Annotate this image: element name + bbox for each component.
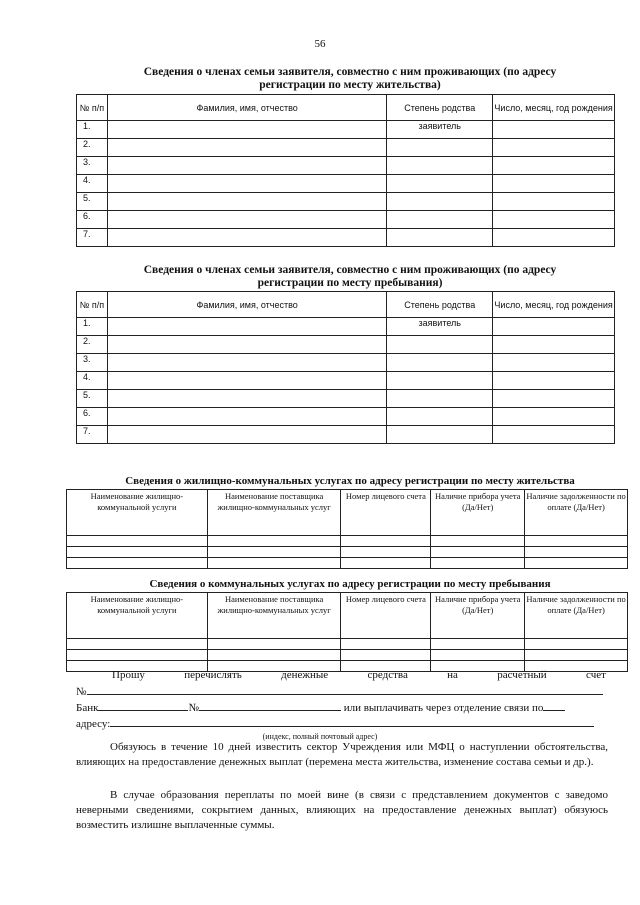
row-num: 3. bbox=[77, 354, 108, 372]
table-row bbox=[77, 193, 615, 211]
table-row bbox=[77, 408, 615, 426]
table-row bbox=[67, 639, 628, 650]
bank-name-field[interactable] bbox=[98, 700, 188, 711]
dob-cell[interactable] bbox=[493, 408, 615, 426]
post-office-label: или выплачивать через отделение связи по bbox=[343, 702, 544, 714]
request-word: счет bbox=[586, 669, 606, 681]
account-num-label: № bbox=[76, 686, 87, 698]
header-num: № п/п bbox=[77, 292, 108, 318]
row-num: 6. bbox=[77, 408, 108, 426]
table-row bbox=[77, 211, 615, 229]
section2-title-line2: регистрации по месту пребывания) bbox=[257, 277, 443, 289]
header-provider: Наименование поставщика жилищно-коммунальных услуг bbox=[207, 593, 341, 639]
page-number: 56 bbox=[314, 38, 326, 50]
header-num: № п/п bbox=[77, 95, 108, 121]
section2-title bbox=[60, 264, 640, 290]
request-line bbox=[112, 668, 606, 683]
section3-title: Сведения о жилищно-коммунальных услугах по адресу регистрации по месту жительства bbox=[125, 475, 575, 487]
utilities-table-residence bbox=[66, 489, 628, 569]
utilities-table-stay bbox=[66, 592, 628, 672]
post-office-field[interactable] bbox=[543, 700, 565, 711]
bank-line bbox=[76, 700, 616, 716]
family-table-stay bbox=[76, 291, 615, 444]
header-provider: Наименование поставщика жилищно-коммунальных услуг bbox=[207, 490, 341, 536]
dob-cell[interactable] bbox=[493, 121, 615, 139]
row-num: 4. bbox=[77, 372, 108, 390]
request-word: перечислять bbox=[184, 669, 242, 681]
table-row bbox=[77, 426, 615, 444]
section1-title-line1: Сведения о членах семьи заявителя, совместно с ним проживающих (по адресу bbox=[143, 66, 557, 78]
dob-cell[interactable] bbox=[493, 193, 615, 211]
row-num: 1. bbox=[77, 121, 108, 139]
family-table-residence bbox=[76, 94, 615, 247]
table-row bbox=[67, 547, 628, 558]
relation-cell[interactable] bbox=[387, 336, 493, 354]
bank-number-field[interactable] bbox=[199, 700, 341, 711]
name-cell[interactable] bbox=[107, 157, 386, 175]
dob-cell[interactable] bbox=[493, 211, 615, 229]
section2-title-line1: Сведения о членах семьи заявителя, совместно с ним проживающих (по адресу bbox=[143, 264, 557, 276]
relation-cell[interactable]: заявитель bbox=[387, 318, 493, 336]
name-cell[interactable] bbox=[107, 354, 386, 372]
dob-cell[interactable] bbox=[493, 372, 615, 390]
row-num: 3. bbox=[77, 157, 108, 175]
table-row bbox=[77, 139, 615, 157]
table-row bbox=[77, 157, 615, 175]
row-num: 7. bbox=[77, 229, 108, 247]
table-row bbox=[77, 318, 615, 336]
header-dob: Число, месяц, год рождения bbox=[493, 292, 615, 318]
address-hint: (индекс, полный почтовый адрес) bbox=[262, 732, 378, 741]
name-cell[interactable] bbox=[107, 390, 386, 408]
name-cell[interactable] bbox=[107, 229, 386, 247]
account-line bbox=[76, 684, 606, 700]
header-name: Фамилия, имя, отчество bbox=[107, 292, 386, 318]
section4-title: Сведения о коммунальных услугах по адресу регистрации по месту пребывания bbox=[149, 578, 551, 590]
dob-cell[interactable] bbox=[493, 426, 615, 444]
name-cell[interactable] bbox=[107, 336, 386, 354]
name-cell[interactable] bbox=[107, 408, 386, 426]
table-row bbox=[77, 390, 615, 408]
address-field[interactable] bbox=[110, 716, 594, 727]
dob-cell[interactable] bbox=[493, 318, 615, 336]
dob-cell[interactable] bbox=[493, 139, 615, 157]
section1-title-line2: регистрации по месту жительства) bbox=[259, 79, 441, 91]
header-account: Номер лицевого счета bbox=[341, 490, 431, 536]
relation-cell[interactable] bbox=[387, 211, 493, 229]
header-debt: Наличие задолженности по оплате (Да/Нет) bbox=[525, 490, 628, 536]
relation-cell[interactable] bbox=[387, 229, 493, 247]
relation-cell[interactable] bbox=[387, 408, 493, 426]
relation-cell[interactable] bbox=[387, 175, 493, 193]
relation-cell[interactable] bbox=[387, 426, 493, 444]
header-service: Наименование жилищно-коммунальной услуги bbox=[67, 490, 208, 536]
row-num: 2. bbox=[77, 336, 108, 354]
relation-cell[interactable] bbox=[387, 139, 493, 157]
relation-cell[interactable] bbox=[387, 372, 493, 390]
request-word: средства bbox=[367, 669, 408, 681]
header-meter: Наличие прибора учета (Да/Нет) bbox=[431, 490, 525, 536]
header-relation: Степень родства bbox=[387, 292, 493, 318]
request-word: Прошу bbox=[112, 669, 145, 681]
dob-cell[interactable] bbox=[493, 336, 615, 354]
bank-label: Банк bbox=[76, 702, 99, 714]
dob-cell[interactable] bbox=[493, 175, 615, 193]
table-row bbox=[77, 336, 615, 354]
row-num: 1. bbox=[77, 318, 108, 336]
table-row bbox=[67, 650, 628, 661]
request-word: на bbox=[447, 669, 458, 681]
name-cell[interactable] bbox=[107, 175, 386, 193]
name-cell[interactable] bbox=[107, 211, 386, 229]
header-dob: Число, месяц, год рождения bbox=[493, 95, 615, 121]
dob-cell[interactable] bbox=[493, 229, 615, 247]
obligation-paragraph: Обязуюсь в течение 10 дней известить сектор Учреждения или МФЦ о наступлении обстоятельства, влияющих на предоставление денежных выплат (перемена места жительства, изменение состава семьи и др.). bbox=[76, 741, 608, 768]
table-row bbox=[77, 229, 615, 247]
header-service: Наименование жилищно-коммунальной услуги bbox=[67, 593, 208, 639]
overpayment-paragraph: В случае образования переплаты по моей вине (в связи с представлением документов с заведомо неверными сведениями, сокрытием данных, влияющих на предоставление денежных выплат) обязуюсь возместить излишне выплаченные суммы. bbox=[76, 789, 608, 831]
table-row bbox=[67, 536, 628, 547]
table-row bbox=[77, 372, 615, 390]
table-row bbox=[77, 175, 615, 193]
row-num: 5. bbox=[77, 193, 108, 211]
row-num: 7. bbox=[77, 426, 108, 444]
row-num: 5. bbox=[77, 390, 108, 408]
relation-cell[interactable]: заявитель bbox=[387, 121, 493, 139]
row-num: 6. bbox=[77, 211, 108, 229]
table-row bbox=[77, 354, 615, 372]
name-cell[interactable] bbox=[107, 139, 386, 157]
row-num: 4. bbox=[77, 175, 108, 193]
bank-num-label: № bbox=[188, 702, 199, 714]
header-debt: Наличие задолженности по оплате (Да/Нет) bbox=[525, 593, 628, 639]
request-word: денежные bbox=[281, 669, 329, 681]
name-cell[interactable] bbox=[107, 372, 386, 390]
address-label: адресу: bbox=[76, 718, 111, 730]
name-cell[interactable] bbox=[107, 318, 386, 336]
row-num: 2. bbox=[77, 139, 108, 157]
table-row bbox=[67, 558, 628, 569]
header-account: Номер лицевого счета bbox=[341, 593, 431, 639]
table-row bbox=[77, 121, 615, 139]
name-cell[interactable] bbox=[107, 121, 386, 139]
name-cell[interactable] bbox=[107, 193, 386, 211]
relation-cell[interactable] bbox=[387, 390, 493, 408]
dob-cell[interactable] bbox=[493, 390, 615, 408]
relation-cell[interactable] bbox=[387, 193, 493, 211]
dob-cell[interactable] bbox=[493, 354, 615, 372]
header-meter: Наличие прибора учета (Да/Нет) bbox=[431, 593, 525, 639]
header-relation: Степень родства bbox=[387, 95, 493, 121]
relation-cell[interactable] bbox=[387, 157, 493, 175]
account-number-field[interactable] bbox=[87, 684, 603, 695]
section1-title bbox=[60, 66, 640, 92]
name-cell[interactable] bbox=[107, 426, 386, 444]
header-name: Фамилия, имя, отчество bbox=[107, 95, 386, 121]
request-word: расчетный bbox=[497, 669, 547, 681]
relation-cell[interactable] bbox=[387, 354, 493, 372]
dob-cell[interactable] bbox=[493, 157, 615, 175]
